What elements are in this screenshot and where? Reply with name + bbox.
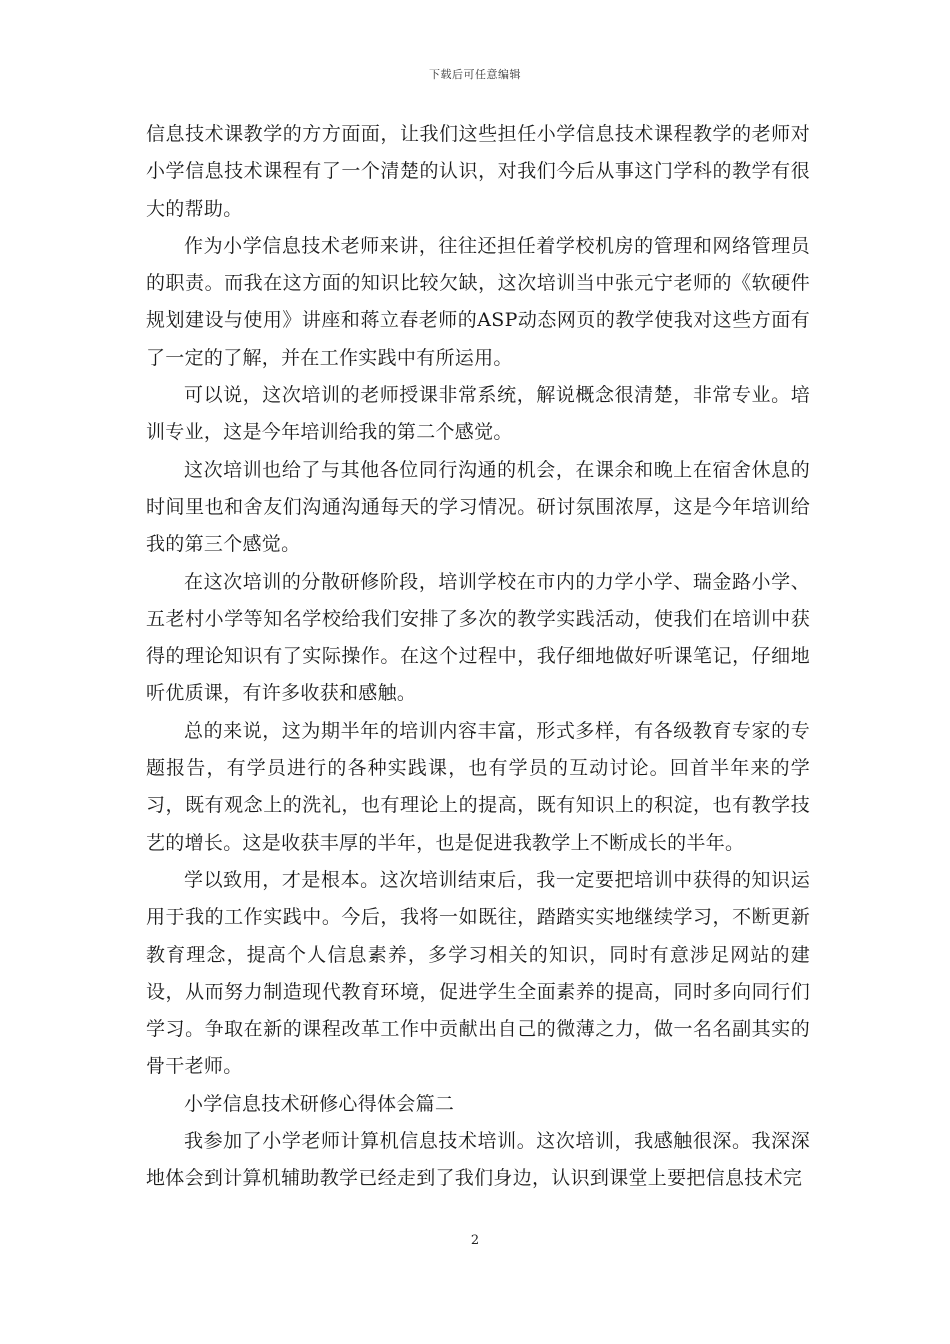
section-heading: 小学信息技术研修心得体会篇二 xyxy=(184,1092,455,1115)
document-body xyxy=(146,116,810,1198)
paragraph: 可以说，这次培训的老师授课非常系统，解说概念很清楚，非常专业。培训专业，这是今年培训给我的第二个感觉。 xyxy=(146,384,810,444)
paragraph: 在这次培训的分散研修阶段，培训学校在市内的力学小学、瑞金路小学、五老村小学等知名学校给我们安排了多次的教学实践活动，使我们在培训中获得的理论知识有了实际操作。在这个过程中，我仔细地做好听课笔记，仔细地听优质课，有许多收获和感触。 xyxy=(146,570,810,705)
page-header: 下载后可任意编辑 xyxy=(429,68,521,81)
page-number: 2 xyxy=(470,1233,480,1248)
paragraph: 我参加了小学老师计算机信息技术培训。这次培训，我感触很深。我深深地体会到计算机辅助教学已经走到了我们身边，认识到课堂上要把信息技术完 xyxy=(146,1130,810,1190)
paragraph: 这次培训也给了与其他各位同行沟通的机会，在课余和晚上在宿舍休息的时间里也和舍友们沟通沟通每天的学习情况。研讨氛围浓厚，这是今年培训给我的第三个感觉。 xyxy=(146,458,810,556)
paragraph: 总的来说，这为期半年的培训内容丰富，形式多样，有各级教育专家的专题报告，有学员进行的各种实践课，也有学员的互动讨论。回首半年来的学习，既有观念上的洗礼，也有理论上的提高，既有知识上的积淀，也有教学技艺的增长。这是收获丰厚的半年，也是促进我教学上不断成长的半年。 xyxy=(146,719,810,854)
paragraph: 作为小学信息技术老师来讲，往往还担任着学校机房的管理和网络管理员的职责。而我在这方面的知识比较欠缺，这次培训当中张元宁老师的《软硬件规划建设与使用》讲座和蒋立春老师的ASP动态网页的教学使我对这些方面有了一定的了解，并在工作实践中有所运用。 xyxy=(146,234,810,369)
paragraph: 信息技术课教学的方方面面，让我们这些担任小学信息技术课程教学的老师对小学信息技术课程有了一个清楚的认识，对我们今后从事这门学科的教学有很大的帮助。 xyxy=(146,123,810,220)
paragraph: 学以致用，才是根本。这次培训结束后，我一定要把培训中获得的知识运用于我的工作实践中。今后，我将一如既往，踏踏实实地继续学习，不断更新教育理念，提高个人信息素养，多学习相关的知识，同时有意涉足网站的建设，从而努力制造现代教育环境，促进学生全面素养的提高，同时多向同行们学习。争取在新的课程改革工作中贡献出自己的微薄之力，做一名名副其实的骨干老师。 xyxy=(146,868,810,1078)
